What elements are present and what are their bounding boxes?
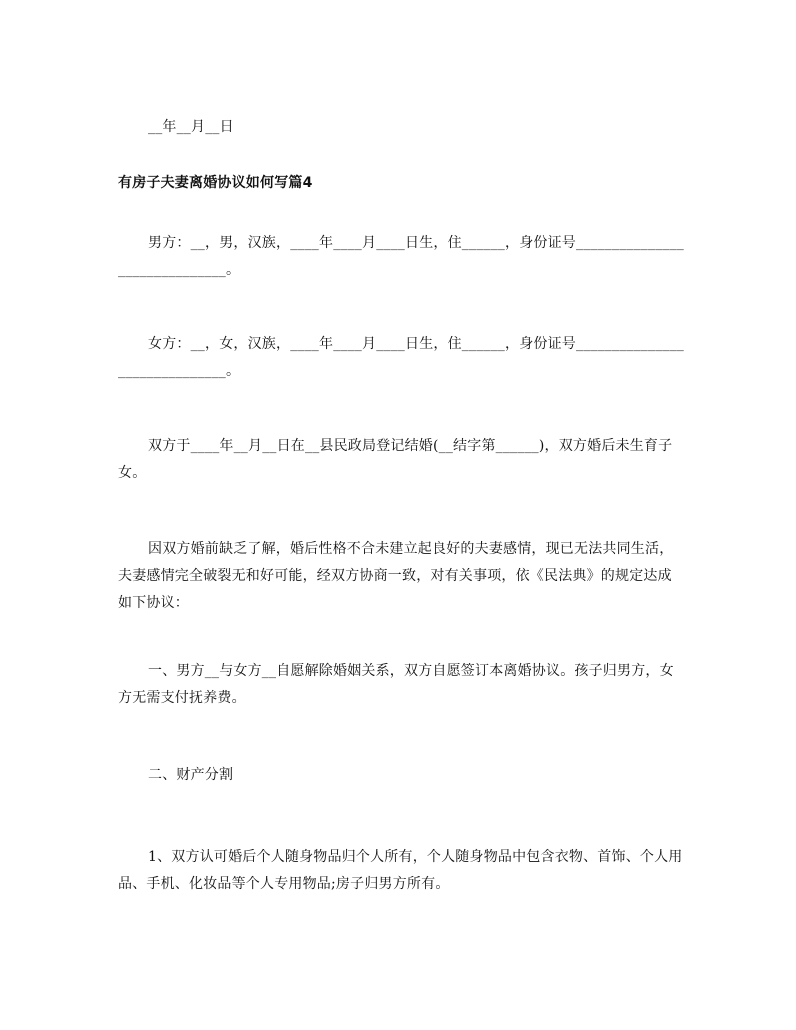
paragraph-clause-two-heading: 二、财产分割 (148, 767, 234, 783)
paragraph-marriage-registration: 双方于____年__月__日在__县民政局登记结婚(__结字第______)，双方婚后未生育子女。 (118, 438, 673, 481)
section-heading: 有房子夫妻离婚协议如何写篇4 (118, 175, 313, 191)
paragraph-female-party: 女方：__，女，汉族，____年____月____日生，住______，身份证号______________________________。 (118, 336, 684, 379)
paragraph-male-party: 男方：__，男，汉族，____年____月____日生，住______，身份证号______________________________。 (118, 235, 684, 278)
paragraph-reason: 因双方婚前缺乏了解，婚后性格不合未建立起良好的夫妻感情，现已无法共同生活，夫妻感情完全破裂无和好可能，经双方协商一致，对有关事项，依《民法典》的规定达成如下协议： (118, 541, 674, 611)
date-line: __年__月__日 (148, 119, 234, 135)
paragraph-clause-one: 一、男方__与女方__自愿解除婚姻关系，双方自愿签订本离婚协议。孩子归男方，女方无需支付抚养费。 (118, 663, 674, 706)
paragraph-property-item-one: 1、双方认可婚后个人随身物品归个人所有，个人随身物品中包含衣物、首饰、个人用品、手机、化妆品等个人专用物品;房子归男方所有。 (118, 849, 683, 892)
